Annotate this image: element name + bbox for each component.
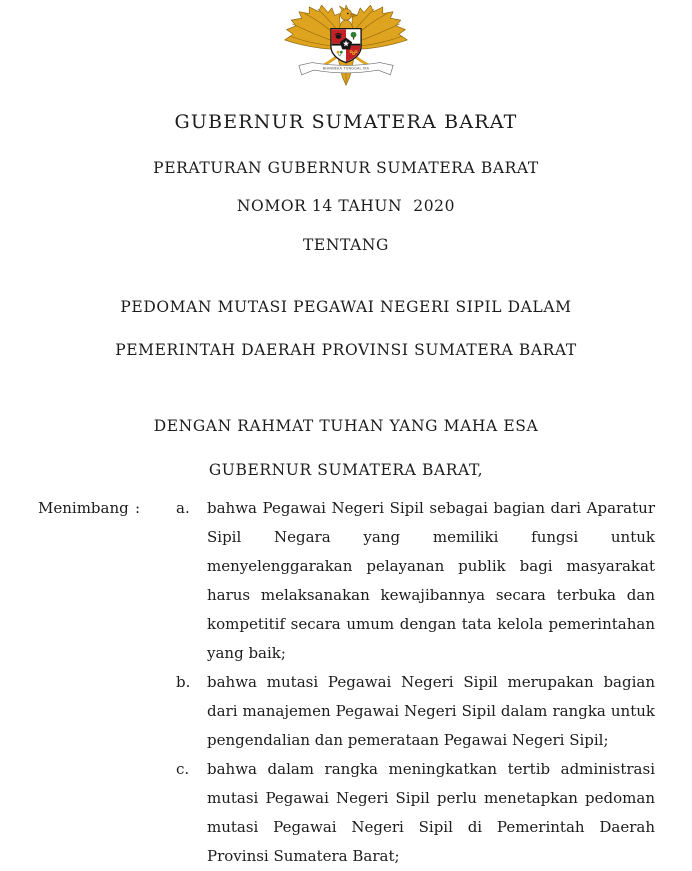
regulation-number: NOMOR 14 TAHUN 2020: [236, 197, 456, 215]
emblem-container: [0, 0, 692, 93]
item-marker: c.: [176, 760, 190, 778]
considerations-separator: :: [135, 499, 141, 517]
consideration-item-a: [176, 494, 655, 668]
regulation-title: PERATURAN GUBERNUR SUMATERA BARAT: [153, 159, 539, 177]
item-text: bahwa mutasi Pegawai Negeri Sipil merupakan bagian dari manajemen Pegawai Negeri Sipil dalam rangka untuk pengendalian dan pemerataan Pegawai Negeri Sipil;: [207, 673, 655, 749]
garuda-pancasila-emblem: [280, 5, 412, 89]
tentang-label: TENTANG: [302, 236, 390, 254]
considerations-section: [38, 494, 655, 871]
item-marker: a.: [176, 499, 190, 517]
considerations-label: Menimbang: [38, 499, 129, 517]
subject-line-2: PEMERINTAH DAERAH PROVINSI SUMATERA BARAT: [115, 341, 577, 359]
invocation-line: DENGAN RAHMAT TUHAN YANG MAHA ESA: [153, 417, 539, 435]
consideration-item-c: [176, 755, 655, 871]
title-block: [0, 111, 692, 479]
considerations-list: [176, 494, 655, 871]
subject-line-1: PEDOMAN MUTASI PEGAWAI NEGERI SIPIL DALAM: [120, 298, 572, 316]
institution-title: GUBERNUR SUMATERA BARAT: [174, 111, 518, 133]
issuer-line: GUBERNUR SUMATERA BARAT,: [208, 461, 484, 479]
item-marker: b.: [176, 673, 191, 691]
banner-motto-text: BHINNEKA TUNGGAL IKA: [322, 66, 370, 71]
consideration-item-b: [176, 668, 655, 755]
item-text: bahwa dalam rangka meningkatkan tertib administrasi mutasi Pegawai Negeri Sipil perlu menetapkan pedoman mutasi Pegawai Negeri Sipil di Pemerintah Daerah Provinsi Sumatera Barat;: [207, 760, 655, 865]
item-text: bahwa Pegawai Negeri Sipil sebagai bagian dari Aparatur Sipil Negara yang memiliki fungsi untuk menyelenggarakan pelayanan publik bagi masyarakat harus melaksanakan kewajibannya secara terbuka dan kompetitif secara umum dengan tata kelola pemerintahan yang baik;: [207, 499, 655, 662]
